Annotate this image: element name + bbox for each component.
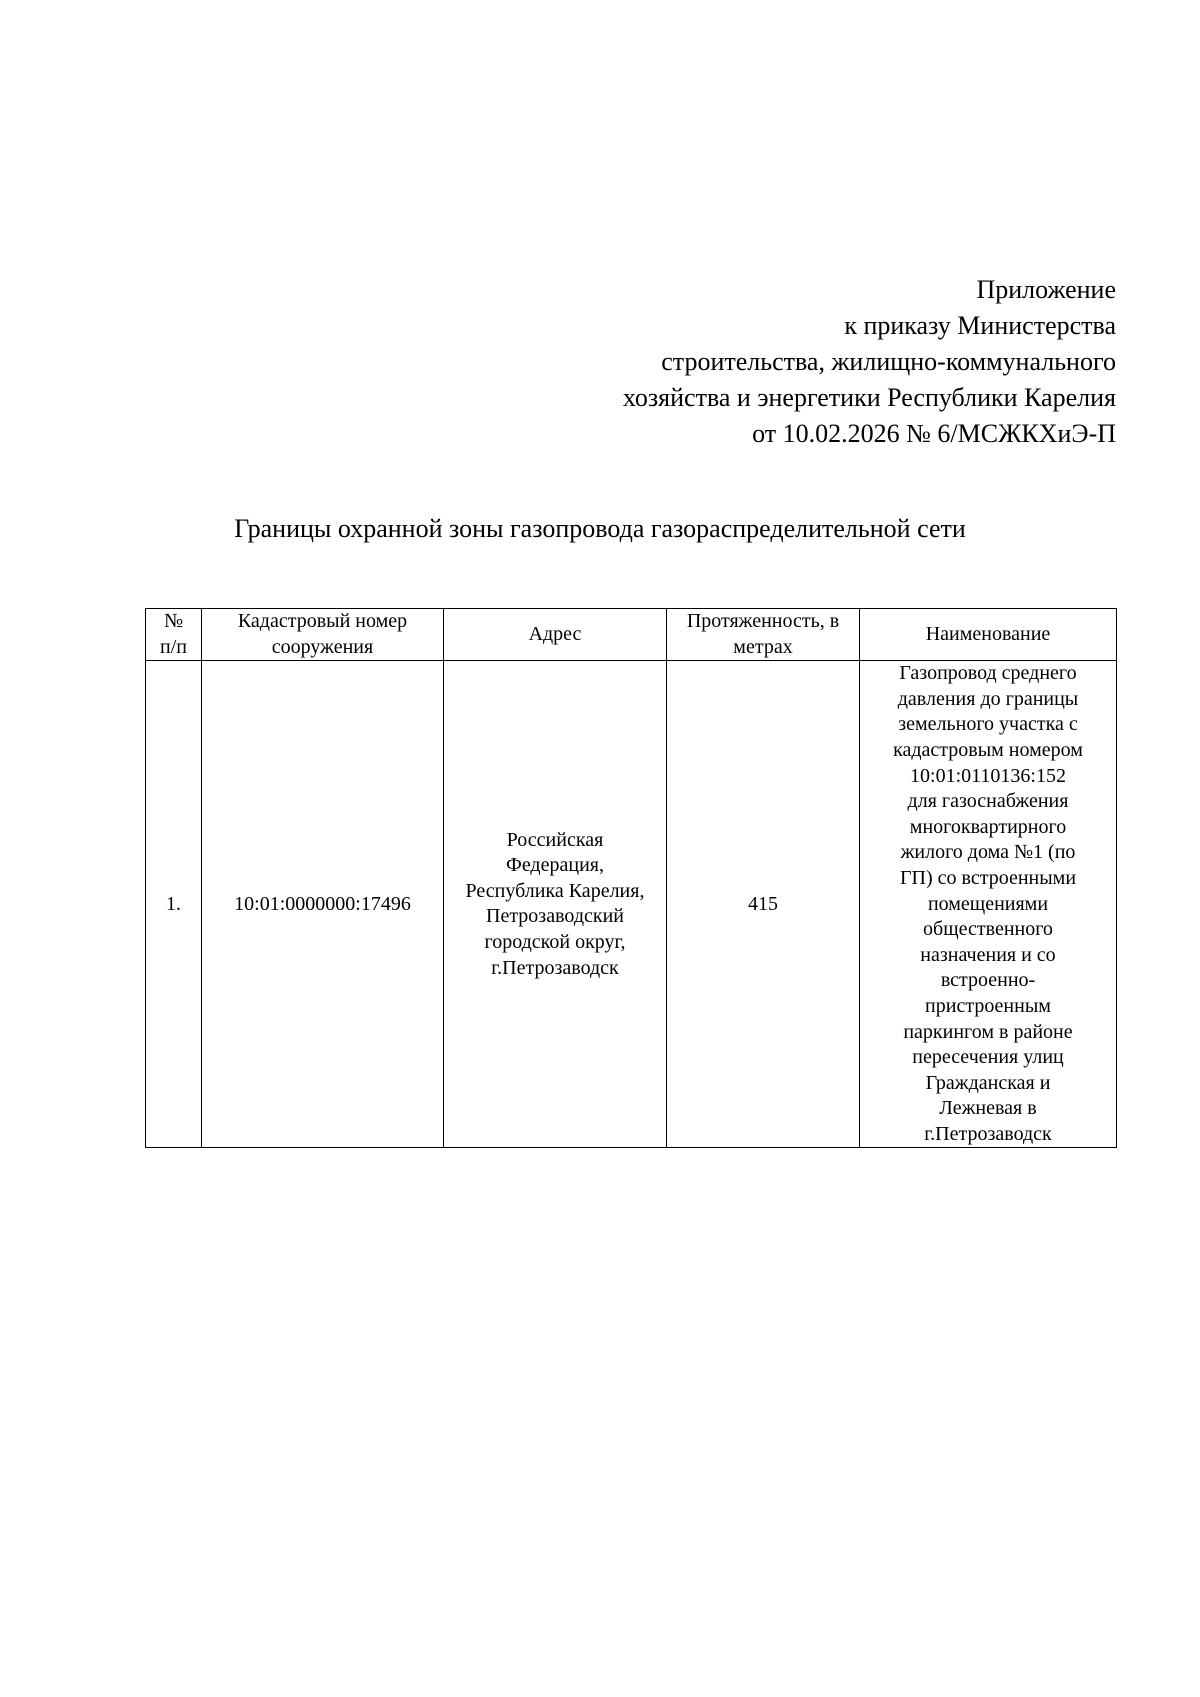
name-line: пристроенным bbox=[925, 994, 1051, 1017]
name-line: Гражданская и bbox=[925, 1071, 1051, 1094]
address-line: Республика Карелия, bbox=[465, 879, 645, 902]
name-line: общественного bbox=[923, 918, 1053, 941]
cell-name bbox=[860, 661, 1117, 1148]
address-line: Федерация, bbox=[506, 854, 604, 877]
name-line: Лежневая в bbox=[939, 1097, 1037, 1120]
name-line: многоквартирного bbox=[909, 815, 1067, 838]
table-row bbox=[146, 661, 1117, 1148]
name-line: Газопровод среднего bbox=[899, 662, 1077, 685]
cell-cadastral-number: 10:01:0000000:17496 bbox=[202, 661, 444, 1148]
cell-length: 415 bbox=[667, 661, 860, 1148]
protection-zone-table bbox=[145, 608, 1117, 1148]
header-line: Адрес bbox=[528, 622, 582, 645]
address-line: Российская bbox=[506, 828, 604, 851]
header-cadastral-number bbox=[202, 609, 444, 661]
appendix-line: Приложение bbox=[976, 275, 1116, 304]
header-length bbox=[667, 609, 860, 661]
name-line: назначения и со bbox=[920, 943, 1056, 966]
header-line: Протяженность, в bbox=[686, 610, 840, 632]
name-line: земельного участка с bbox=[898, 713, 1078, 736]
name-line: жилого дома №1 (по bbox=[900, 841, 1076, 864]
header-line: Кадастровый номер bbox=[237, 610, 408, 632]
name-line: г.Петрозаводск bbox=[924, 1122, 1052, 1145]
header-name bbox=[860, 609, 1117, 661]
cell-address bbox=[444, 661, 667, 1148]
header-line: п/п bbox=[160, 635, 187, 658]
table-header-row bbox=[146, 609, 1117, 661]
header-line: метрах bbox=[733, 635, 793, 658]
appendix-line: хозяйства и энергетики Республики Карелия bbox=[622, 383, 1116, 412]
header-address bbox=[444, 609, 667, 661]
name-line: 10:01:0110136:152 bbox=[910, 764, 1066, 787]
name-line: паркингом в районе bbox=[903, 1020, 1073, 1043]
header-number bbox=[146, 609, 202, 661]
name-line: помещениями bbox=[927, 892, 1049, 915]
name-line: ГП) со встроенными bbox=[899, 866, 1077, 889]
appendix-line: от 10.02.2026 № 6/МСЖКХиЭ-П bbox=[752, 419, 1116, 448]
address-line: Петрозаводский bbox=[486, 905, 624, 928]
name-line: для газоснабжения bbox=[907, 790, 1069, 813]
document-title: Границы охранной зоны газопровода газораспределительной сети bbox=[234, 514, 966, 543]
appendix-header bbox=[416, 272, 1116, 452]
name-line: пересечения улиц bbox=[912, 1046, 1064, 1069]
address-line: г.Петрозаводск bbox=[491, 956, 619, 979]
appendix-line: к приказу Министерства bbox=[844, 311, 1116, 340]
header-line: № bbox=[163, 610, 184, 632]
appendix-line: строительства, жилищно-коммунального bbox=[661, 347, 1116, 376]
name-line: кадастровым номером bbox=[893, 738, 1083, 761]
name-line: давления до границы bbox=[897, 687, 1079, 710]
address-line: городской округ, bbox=[484, 930, 626, 953]
header-line: сооружения bbox=[271, 635, 374, 658]
name-line: встроенно- bbox=[940, 969, 1036, 992]
header-line: Наименование bbox=[925, 622, 1051, 645]
cell-number: 1. bbox=[146, 661, 202, 1148]
